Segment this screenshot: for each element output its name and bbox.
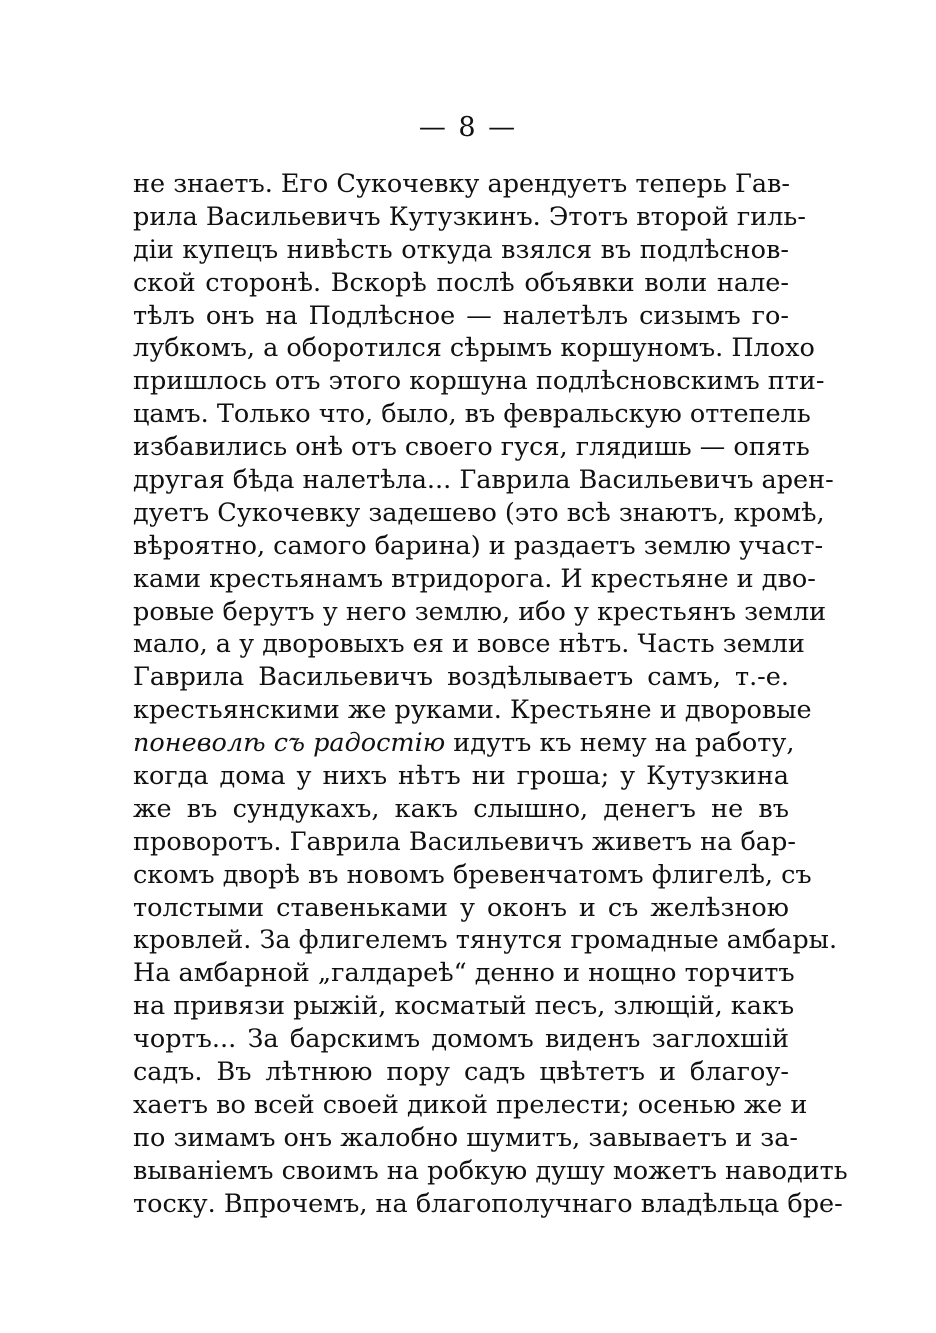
text-line: пришлось отъ этого коршуна подлѣсновскимъ пти-: [133, 366, 825, 397]
line-continuation: идутъ къ нему на работу,: [445, 728, 795, 759]
text-line: же въ сундукахъ, какъ слышно, денегъ не въ: [133, 793, 789, 824]
text-line: мало, а у дворовыхъ ея и вовсе нѣтъ. Часть земли: [133, 629, 805, 660]
text-line: другая бѣда налетѣла... Гаврила Васильевичъ арен-: [133, 465, 834, 496]
text-line: ками крестьянамъ втридорога. И крестьяне и дво-: [133, 563, 816, 594]
text-line: чортъ... За барскимъ домомъ виденъ заглохшiй: [133, 1024, 789, 1055]
text-line: ровые берутъ у него землю, ибо у крестьянъ земли: [133, 596, 827, 627]
text-line: дуетъ Сукочевку задешево (это всѣ знаютъ, кромѣ,: [133, 497, 825, 528]
text-line: на привязи рыжiй, косматый песъ, злющiй, какъ: [133, 991, 795, 1022]
text-line: вѣроятно, самого барина) и раздаетъ землю участ-: [133, 530, 824, 561]
text-line: Гаврила Васильевичъ воздѣлываетъ самъ, т.-е.: [133, 662, 789, 693]
text-line: лубкомъ, а оборотился сѣрымъ коршуномъ. Плохо: [133, 333, 815, 364]
text-line: скомъ дворѣ въ новомъ бревенчатомъ флигелѣ, съ: [133, 859, 812, 890]
text-line: На амбарной „галдареѣ“ денно и нощно торчитъ: [133, 958, 795, 989]
text-line: тѣлъ онъ на Подлѣсное — налетѣлъ сизымъ го-: [133, 300, 789, 331]
text-line: избавились онѣ отъ своего гуся, глядишь — опять: [133, 432, 810, 463]
text-line-mixed: [133, 727, 795, 760]
text-line: кровлей. За флигелемъ тянутся громадные амбары.: [133, 925, 838, 956]
text-line: садъ. Въ лѣтнюю пору садъ цвѣтетъ и благоу-: [133, 1057, 789, 1088]
italic-phrase: поневолѣ съ радостiю: [133, 728, 446, 759]
text-line: проворотъ. Гаврила Васильевичъ живетъ на бар-: [133, 826, 796, 857]
text-line: по зимамъ онъ жалобно шумитъ, завываетъ и за-: [133, 1122, 799, 1153]
text-line: тоску. Впрочемъ, на благополучнаго владѣльца бре-: [133, 1188, 843, 1219]
page-number: — 8 —: [418, 112, 518, 143]
text-line: не знаетъ. Его Сукочевку арендуетъ теперь Гав-: [133, 169, 791, 199]
text-line: толстыми ставеньками у оконъ и съ желѣзною: [133, 892, 789, 923]
text-line: выванiемъ своимъ на робкую душу можетъ наводить: [133, 1155, 848, 1186]
text-line: рила Васильевичъ Кутузкинъ. Этотъ второй гиль-: [133, 201, 806, 232]
text-line: ской сторонѣ. Вскорѣ послѣ объявки воли нале-: [133, 267, 789, 298]
text-line: когда дома у нихъ нѣтъ ни гроша; у Кутузкина: [133, 761, 789, 792]
text-line: крестьянскими же руками. Крестьяне и дворовые: [133, 695, 812, 726]
text-line: хаетъ во всей своей дикой прелести; осенью же и: [133, 1089, 808, 1120]
body-text: [133, 168, 848, 1221]
text-line: дiи купецъ нивѣсть откуда взялся въ подлѣснов-: [133, 234, 789, 265]
text-line: цамъ. Только что, было, въ февральскую оттепель: [133, 399, 811, 430]
